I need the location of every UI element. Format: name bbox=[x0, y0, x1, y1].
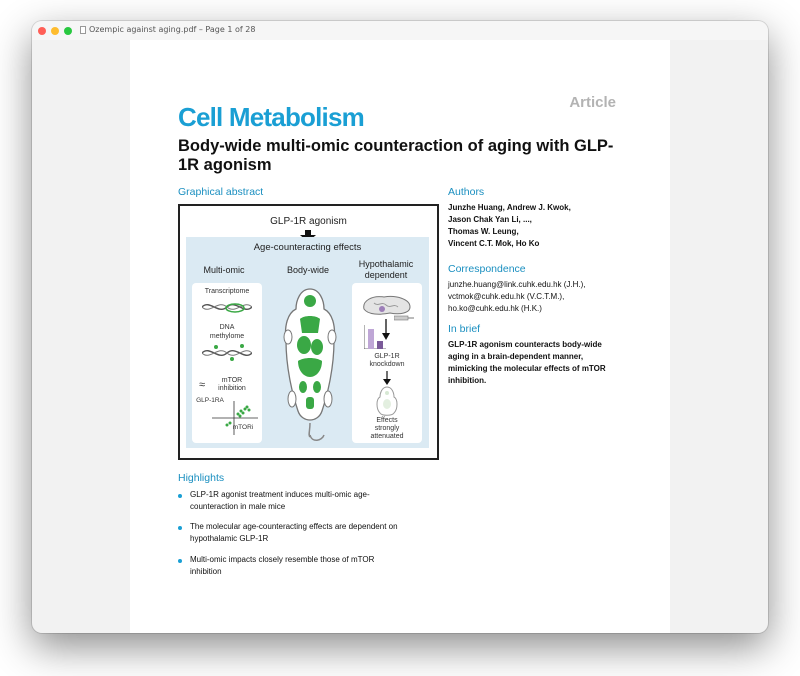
author-line-1: Junzhe Huang, Andrew J. Kwok, bbox=[448, 203, 571, 212]
journal-logo: Cell Metabolism bbox=[178, 102, 364, 132]
highlight-item bbox=[190, 489, 445, 513]
highlight-3-line-1: Multi-omic impacts closely resemble those of mTOR bbox=[190, 555, 375, 564]
ga-col3-line1: Hypothalamic bbox=[358, 259, 414, 269]
email-2[interactable]: vctmok@cuhk.edu.hk (V.C.T.M.), bbox=[448, 292, 565, 301]
in-brief-line-4: inhibition. bbox=[448, 376, 487, 385]
ga-effects-panel bbox=[186, 237, 429, 448]
in-brief-line-2: aging in a brain-dependent manner, bbox=[448, 352, 584, 361]
paper-title: Body-wide multi-omic counteraction of aging with GLP-1R agonism bbox=[178, 137, 614, 174]
rna-strand-icon bbox=[202, 299, 252, 315]
effects-attenuated-label bbox=[352, 417, 422, 441]
graphical-abstract-heading: Graphical abstract bbox=[178, 186, 264, 198]
email-3[interactable]: ho.ko@cuhk.edu.hk (H.K.) bbox=[448, 304, 542, 313]
pdf-viewer-window bbox=[32, 21, 768, 633]
minimize-button[interactable] bbox=[51, 27, 59, 35]
highlight-3-line-2: inhibition bbox=[190, 567, 222, 576]
highlight-1-line-2: counteraction in male mice bbox=[190, 502, 286, 511]
ga-col-multi-omic: Multi-omic bbox=[203, 265, 245, 275]
author-line-4: Vincent C.T. Mok, Ho Ko bbox=[448, 239, 540, 248]
transcriptome-label: Transcriptome bbox=[204, 288, 250, 295]
dna-line2: methylome bbox=[209, 333, 245, 340]
ga-effects-label: Age-counteracting effects bbox=[253, 242, 362, 253]
ga-top-label: GLP-1R agonism bbox=[270, 216, 347, 227]
close-button[interactable] bbox=[38, 27, 46, 35]
bullet-icon bbox=[178, 494, 182, 498]
graphical-abstract bbox=[178, 204, 439, 460]
highlight-2-line-2: hypothalamic GLP-1R bbox=[190, 534, 269, 543]
dna-helix-icon bbox=[202, 343, 252, 363]
window-title: Ozempic against aging.pdf – Page 1 of 28 bbox=[89, 25, 256, 34]
in-brief-line-3: mimicking the molecular effects of mTOR bbox=[448, 364, 606, 373]
knockdown-line2: knockdown bbox=[369, 361, 405, 368]
highlight-item bbox=[190, 554, 445, 578]
effects-line2: strongly bbox=[374, 425, 400, 432]
highlight-item bbox=[190, 521, 445, 545]
in-brief-heading: In brief bbox=[448, 323, 481, 335]
mtor-inhibition-label bbox=[212, 377, 252, 393]
knockdown-line1: GLP-1R bbox=[374, 353, 400, 360]
brain-icon bbox=[360, 293, 414, 317]
highlight-2-line-1: The molecular age-counteracting effects are dependent on bbox=[190, 522, 398, 531]
highlight-1-line-1: GLP-1R agonist treatment induces multi-omic age- bbox=[190, 490, 370, 499]
in-brief-line-1: GLP-1R agonism counteracts body-wide bbox=[448, 340, 602, 349]
author-line-3: Thomas W. Leung, bbox=[448, 227, 519, 236]
pdf-page bbox=[130, 40, 670, 633]
dna-methylome-label bbox=[192, 323, 262, 341]
ga-col3-line2: dependent bbox=[364, 270, 408, 280]
attenuated-mouse-icon bbox=[374, 385, 400, 417]
effects-line3: attenuated bbox=[370, 433, 404, 440]
down-arrow-icon bbox=[381, 371, 393, 385]
mtori-axis-label: mTORi bbox=[232, 424, 254, 431]
ga-col-body-wide: Body-wide bbox=[286, 265, 330, 275]
effects-line1: Effects bbox=[376, 417, 398, 424]
authors-list bbox=[448, 202, 571, 250]
glp1ra-axis-label: GLP-1RA bbox=[196, 397, 224, 404]
zoom-button[interactable] bbox=[64, 27, 72, 35]
correspondence-heading: Correspondence bbox=[448, 263, 526, 275]
author-line-2: Jason Chak Yan Li, ..., bbox=[448, 215, 532, 224]
hypothalamic-card bbox=[352, 283, 422, 443]
multi-omic-card bbox=[192, 283, 262, 443]
mtor-line2: inhibition bbox=[218, 385, 246, 392]
document-icon bbox=[80, 26, 86, 34]
knockdown-bars-icon bbox=[364, 325, 386, 349]
correspondence-emails bbox=[448, 279, 586, 315]
bullet-icon bbox=[178, 526, 182, 530]
authors-heading: Authors bbox=[448, 186, 485, 198]
approx-symbol: ≈ bbox=[198, 379, 206, 391]
knockdown-label bbox=[352, 353, 422, 369]
bullet-icon bbox=[178, 559, 182, 563]
in-brief-text bbox=[448, 339, 606, 387]
mouse-body-icon bbox=[278, 285, 342, 445]
ga-col-hypothalamic bbox=[346, 259, 426, 281]
email-1[interactable]: junzhe.huang@link.cuhk.edu.hk (J.H.), bbox=[448, 280, 586, 289]
article-type-label: Article bbox=[569, 94, 616, 111]
highlights-heading: Highlights bbox=[178, 472, 225, 484]
syringe-icon bbox=[394, 315, 414, 321]
title-bar bbox=[32, 21, 768, 40]
dna-line1: DNA bbox=[219, 324, 235, 331]
mtor-line1: mTOR bbox=[221, 377, 243, 384]
